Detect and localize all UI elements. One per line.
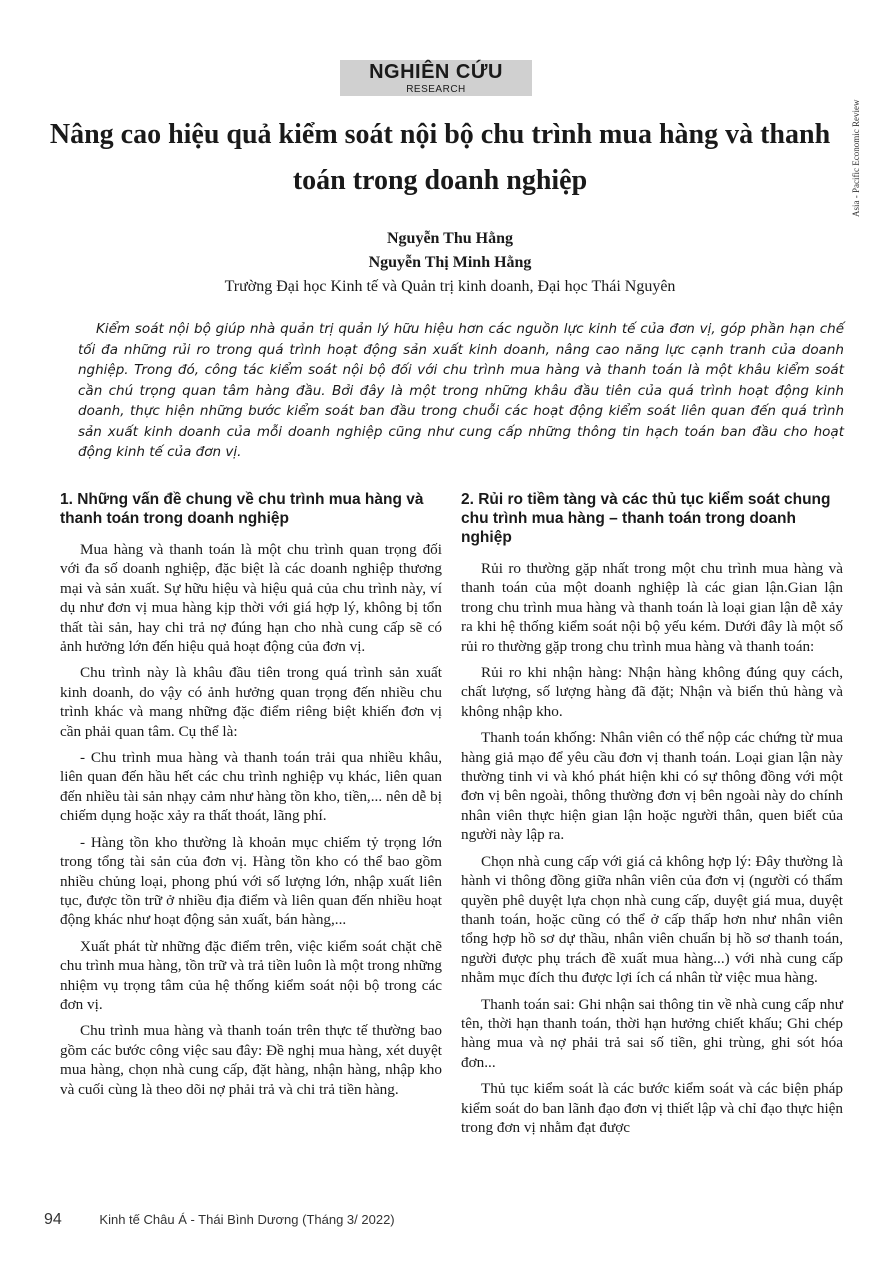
section-heading: 1. Những vấn đề chung về chu trình mua hàng và thanh toán trong doanh nghiệp — [60, 491, 424, 527]
author-name: Nguyễn Thu Hằng — [387, 230, 513, 247]
section-heading: 2. Rủi ro tiềm tàng và các thủ tục kiểm soát chung chu trình mua hàng – thanh toán trong doanh nghiệp — [461, 491, 831, 546]
section-label: NGHIÊN CỨU — [369, 61, 503, 83]
author-block — [40, 227, 860, 299]
paragraph: - Chu trình mua hàng và thanh toán trải qua nhiều khâu, liên quan đến hầu hết các chu trình nghiệp vụ khác, liên quan đến nhiều tài sản nhạy cảm như hàng tồn kho, tiền,... nên dễ bị chiếm dụng hoặc xảy ra thất thoát, lãng phí. — [60, 749, 442, 825]
paragraph: Thanh toán khống: Nhân viên có thể nộp các chứng từ mua hàng giả mạo để yêu cầu đơn vị thanh toán. Loại gian lận này thường tinh vi và khó phát hiện khi có sự thông đồng với một đơn vị bên ngoài, thông thường đơn vị bên ngoài này do chính nhân viên thực hiện gian lận hoặc người thân, quen biết của người này lập ra. — [461, 729, 843, 844]
abstract: Kiểm soát nội bộ giúp nhà quản trị quản lý hữu hiệu hơn các nguồn lực kinh tế của đơn vị, góp phần hạn chế tối đa những rủi ro trong quá trình hoạt động sản xuất kinh doanh, nâng cao năng lực cạnh tranh của doanh nghiệp. Trong đó, công tác kiểm soát nội bộ đối với chu trình mua hàng và thanh toán là một khâu kiểm soát cần chú trọng quan tâm hàng đầu. Bởi đây là một trong những khâu đầu tiên của quá trình hoạt động kinh doanh, thực hiện những bước kiểm soát ban đầu trong chuỗi các hoạt động kiểm soát liên quan đến quá trình sản xuất kinh doanh của mỗi doanh nghiệp cũng như cung cấp những thông tin hạch toán ban đầu cho hoạt động kinh tế của đơn vị. — [78, 321, 844, 460]
paragraph: Mua hàng và thanh toán là một chu trình quan trọng đối với đa số doanh nghiệp, đặc biệt là các doanh nghiệp thương mại và sản xuất. Sự hữu hiệu và hiệu quả của chu trình này, ví dụ như đơn vị mua hàng kịp thời với giá hợp lý, không bị tổn thất tài sản, hay chi trả nợ đúng hạn cho nhà cung cấp sẽ có ảnh hưởng lớn đến hiệu quả hoạt động của đơn vị. — [60, 541, 442, 656]
paragraph: Thanh toán sai: Ghi nhận sai thông tin về nhà cung cấp như tên, thời hạn thanh toán, thời hạn hưởng chiết khấu; Ghi chép hàng mua và nợ phải trả sai số tiền, ghi trùng, ghi sót hóa đơn... — [461, 995, 843, 1071]
side-journal-title: Asia - Pacific Economic Review — [851, 100, 861, 218]
journal-name: Kinh tế Châu Á - Thái Bình Dương (Tháng 3/ 2022) — [99, 1212, 395, 1227]
section-sublabel: RESEARCH — [406, 84, 466, 95]
paragraph: Xuất phát từ những đặc điểm trên, việc kiểm soát chặt chẽ chu trình mua hàng, tồn trữ và trả tiền luôn là một trong những nhiệm vụ trọng tâm của hệ thống kiểm soát nội bộ trong các đơn vị. — [60, 937, 442, 1013]
author-affiliation: Trường Đại học Kinh tế và Quản trị kinh doanh, Đại học Thái Nguyên — [224, 278, 676, 295]
paragraph: Rủi ro khi nhận hàng: Nhận hàng không đúng quy cách, chất lượng, số lượng hàng đã đặt; Nhận và biển thủ hàng và không nhập kho. — [461, 664, 843, 720]
paragraph: Chu trình này là khâu đầu tiên trong quá trình sản xuất kinh doanh, do vậy có ảnh hưởng quan trọng đến nhiều chu trình khác và mang những đặc điểm riêng biệt khiến đơn vị cần phải quan tâm. Cụ thể là: — [60, 664, 442, 740]
paragraph: Chọn nhà cung cấp với giá cả không hợp lý: Đây thường là hành vi thông đồng giữa nhân viên của đơn vị (người có thẩm quyền phê duyệt lựa chọn nhà cung cấp, duyệt giá mua, duyệt thanh toán, hoặc cũng có thể ở cấp thấp hơn như nhân viên tổng hợp hồ sơ dự thầu, nhân viên chuẩn bị hồ sơ thanh toán, người được phụ trách đề xuất mua hàng...) với nhà cung cấp nhằm mục đích thu được lợi ích cá nhân từ việc mua hàng. — [461, 852, 843, 987]
page-number: 94 — [44, 1211, 62, 1228]
author-name: Nguyễn Thị Minh Hằng — [368, 254, 532, 271]
paragraph: Thủ tục kiểm soát là các bước kiểm soát và các biện pháp kiểm soát do ban lãnh đạo đơn vị thiết lập và chỉ đạo thực hiện trong đơn vị nhằm đạt được — [461, 1080, 843, 1136]
paragraph: Chu trình mua hàng và thanh toán trên thực tế thường bao gồm các bước công việc sau đây: Đề nghị mua hàng, xét duyệt mua hàng, chọn nhà cung cấp, đặt hàng, nhận hàng, nhập kho và cuối cùng là theo dõi nợ phải trả và chi trả tiền hàng. — [60, 1022, 442, 1098]
paragraph: Rủi ro thường gặp nhất trong một chu trình mua hàng và thanh toán của một doanh nghiệp là các gian lận.Gian lận trong chu trình mua hàng và thanh toán là loại gian lận dễ xảy ra khi hệ thống kiểm soát nội bộ yếu kém. Dưới đây là một số rủi ro thường gặp trong chu trình mua hàng và thanh toán: — [461, 560, 843, 655]
page-footer — [44, 1211, 844, 1229]
article-title: Nâng cao hiệu quả kiểm soát nội bộ chu trình mua hàng và thanh toán trong doanh nghiệp — [49, 119, 831, 196]
left-column — [60, 490, 442, 1106]
right-column — [461, 490, 843, 1144]
paragraph: - Hàng tồn kho thường là khoản mục chiếm tỷ trọng lớn trong tổng tài sản của đơn vị. Hàng tồn kho có thể bao gồm nhiều chủng loại, phong phú với số lượng lớn, nhập xuất liên tục, được tồn trữ ở nhiều địa điểm và liên quan đến nhiều hoạt động khác như hoạt động sản xuất, bán hàng,... — [60, 833, 442, 929]
